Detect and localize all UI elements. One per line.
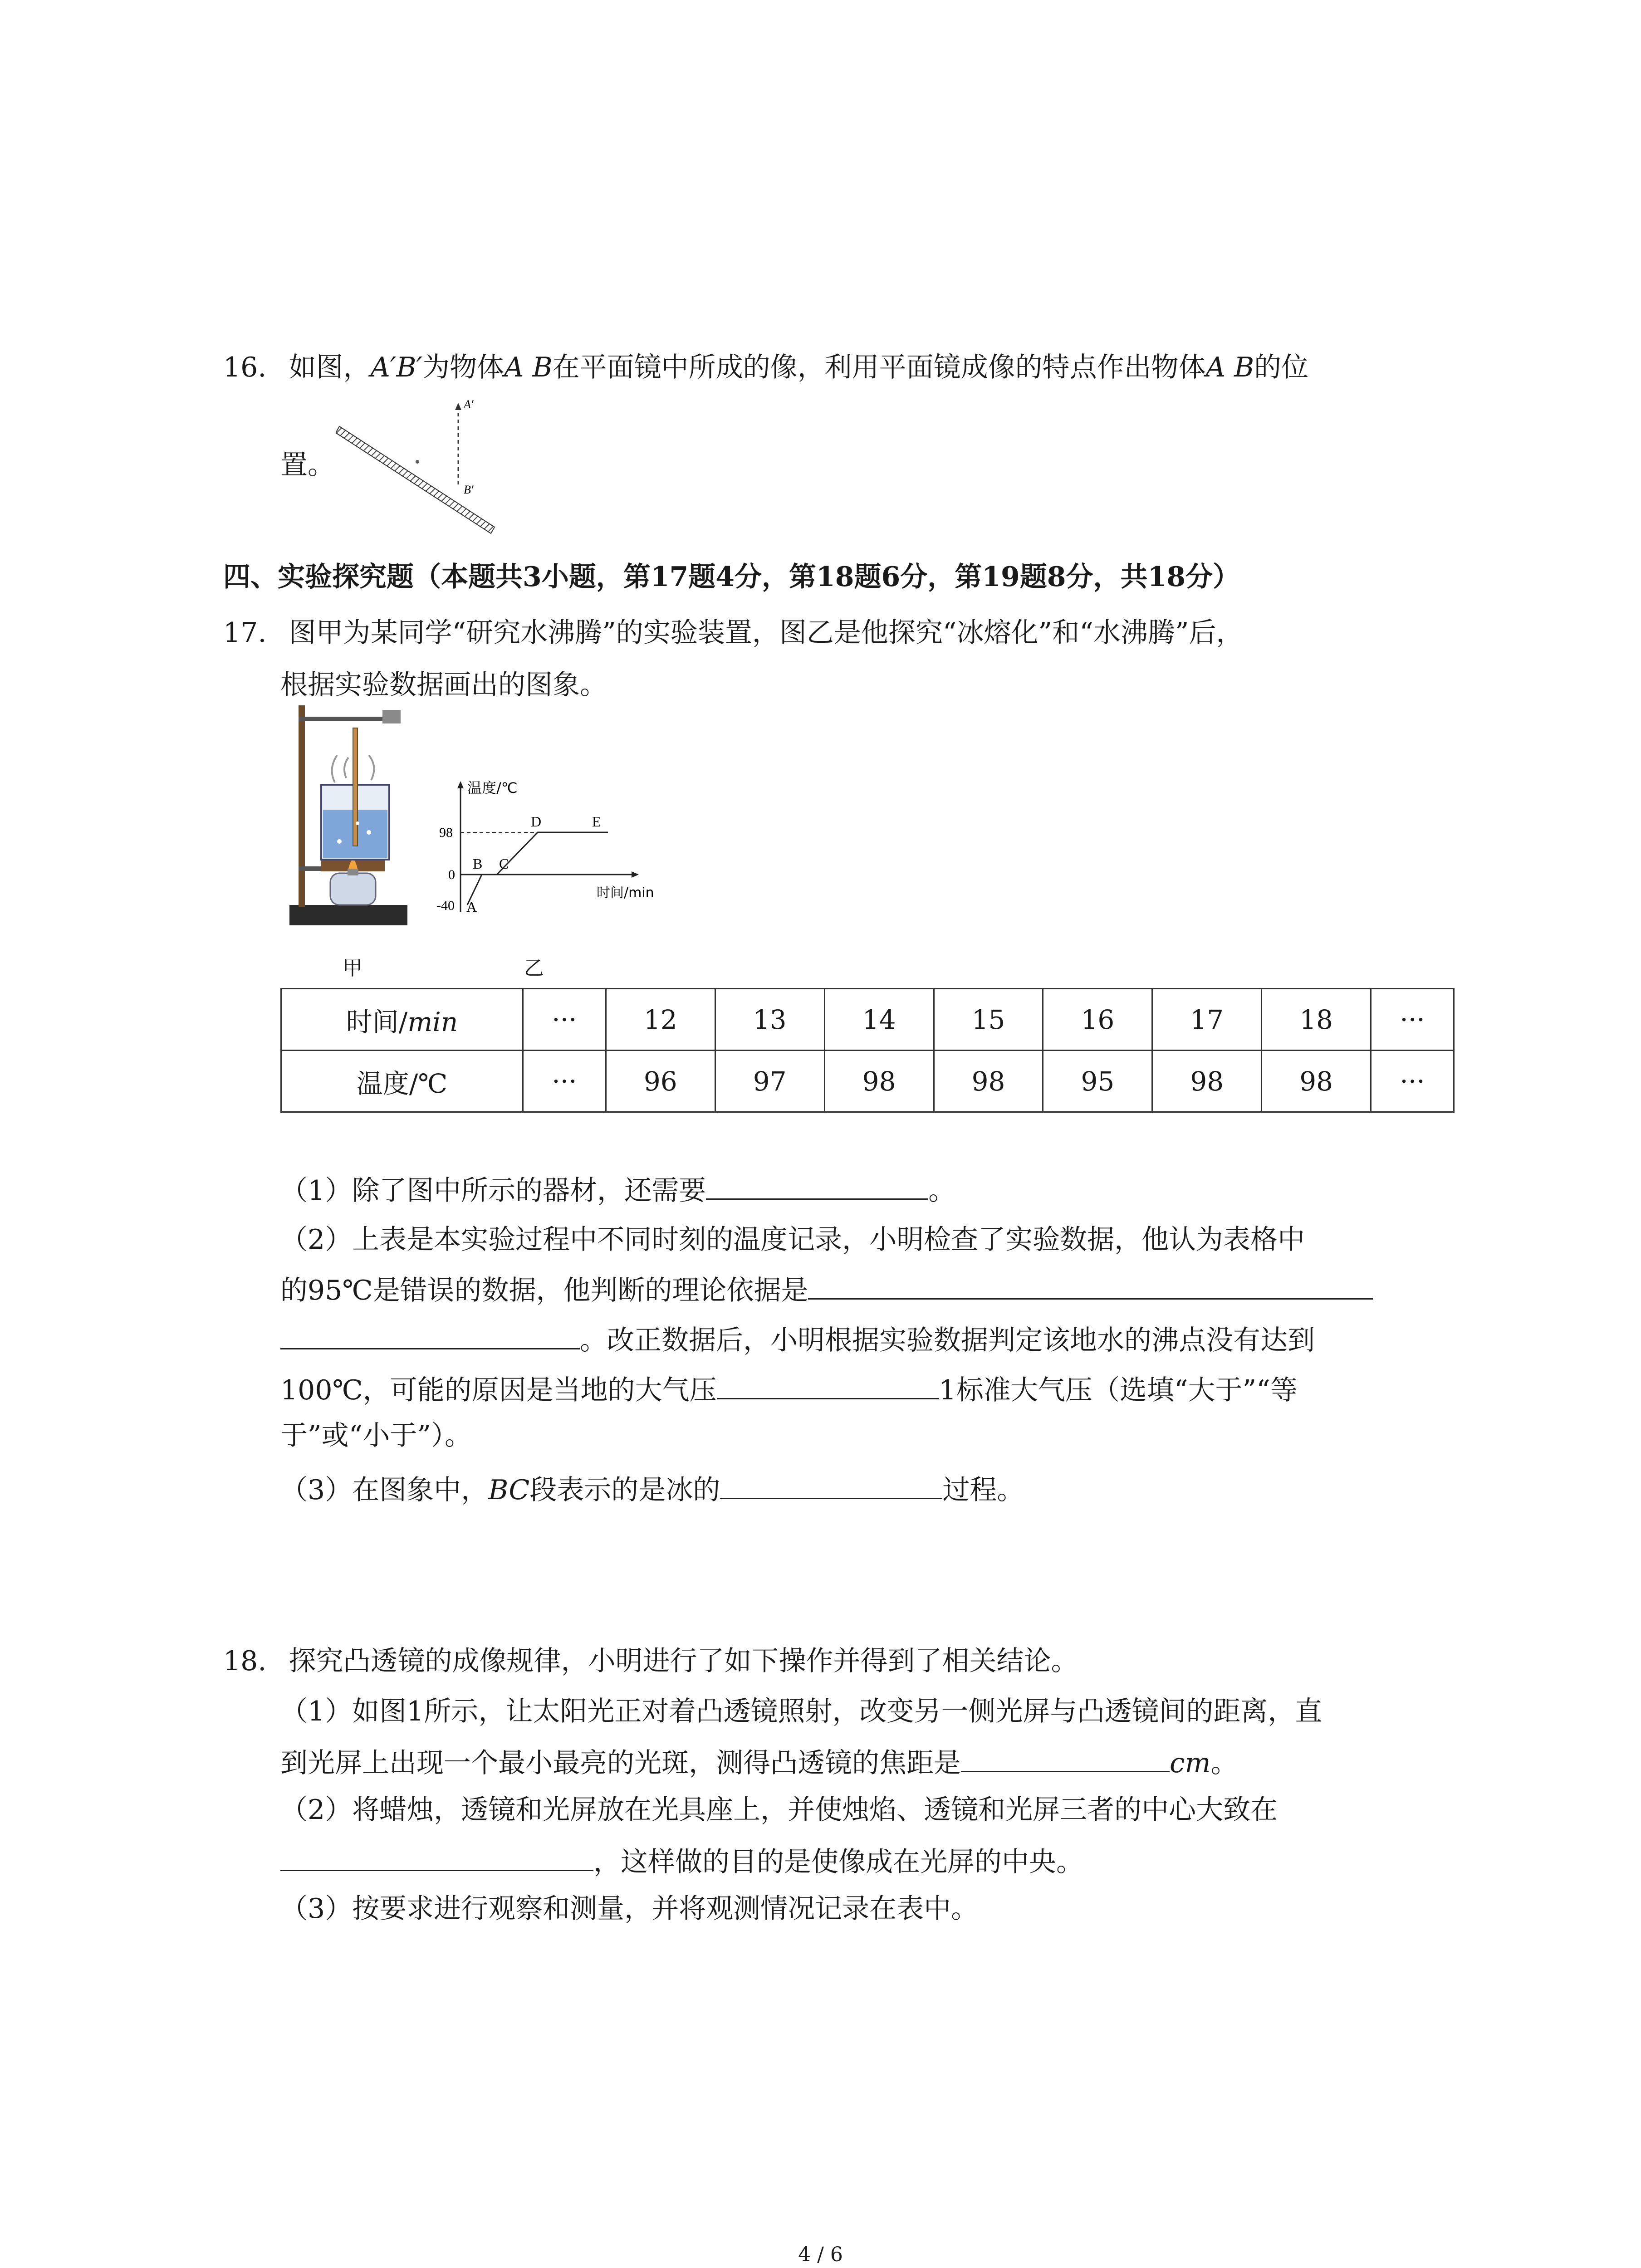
svg-text:A: A [466,899,477,915]
svg-text:D: D [531,813,542,830]
graph-curve [467,832,608,905]
answer-blank[interactable] [961,1743,1170,1772]
answer-blank[interactable] [280,1842,593,1871]
q17-number: 17. [223,617,267,649]
q17-part1: （1）除了图中所示的器材，还需要 。 [280,1170,955,1209]
q17-line2: 根据实验数据画出的图象。 [280,669,607,701]
q16-image-label: A′B′ [370,352,423,383]
mirror-shape [336,426,495,533]
graph-ylabel: 温度/℃ [467,779,518,797]
q16-mirror-figure [336,395,526,540]
answer-blank[interactable] [717,1370,939,1399]
q18-part2-line1: （2）将蜡烛，透镜和光屏放在光具座上，并使烛焰、透镜和光屏三者的中心大致在 [280,1794,1278,1826]
q17-line1: 17. 图甲为某同学“研究水沸腾”的实验装置，图乙是他探究“冰熔化”和“水沸腾”后， [223,617,1244,649]
q17-part2-line3: 。改正数据后，小明根据实验数据判定该地水的沸点没有达到 [280,1320,1315,1359]
q18-part2-line2: ，这样做的目的是使像成在光屏的中央。 [280,1842,1083,1880]
temperature-time-graph [417,776,690,925]
svg-text:C: C [499,855,509,872]
label-a-prime: A′ [464,398,474,411]
section4-title: 四、实验探究题（本题共3小题，第17题4分，第18题6分，第19题8分，共18分） [223,561,1240,593]
q18-part1-line1: （1）如图1所示，让太阳光正对着凸透镜照射，改变另一侧光屏与凸透镜间的距离，直 [280,1696,1323,1727]
q17-part2-line2: 的95℃是错误的数据，他判断的理论依据是 [280,1270,1373,1309]
answer-blank[interactable] [720,1470,942,1499]
q18-line1: 18. 探究凸透镜的成像规律，小明进行了如下操作并得到了相关结论。 [223,1645,1078,1677]
svg-text:B: B [473,855,483,872]
q17-part2-line1: （2）上表是本实验过程中不同时刻的温度记录，小明检查了实验数据，他认为表格中 [280,1224,1305,1256]
graph-xlabel: 时间/min [597,885,654,901]
q16-line1: 16. 如图，A′B′为物体A B在平面镜中所成的像，利用平面镜成像的特点作出物体A B的位 [223,352,1309,383]
q16-number: 16. [223,352,267,383]
q18-part1-line2: 到光屏上出现一个最小最亮的光斑，测得凸透镜的焦距是 cm。 [280,1743,1238,1781]
table-row: 时间/min ··· 12 13 14 15 16 17 18 ··· [281,989,1454,1051]
fig-label-jia: 甲 [343,957,362,980]
q18-part3: （3）按要求进行观察和测量，并将观测情况记录在表中。 [280,1893,979,1925]
answer-blank[interactable] [706,1170,928,1200]
svg-text:98: 98 [439,825,453,840]
boiling-apparatus-figure [280,705,416,932]
table-row: 温度/℃ ··· 96 97 98 98 95 98 98 ··· [281,1051,1454,1112]
q17-part2-line4: 100℃，可能的原因是当地的大气压 1标准大气压（选填“大于”“等 [280,1370,1298,1408]
answer-blank[interactable] [808,1270,1373,1300]
temperature-table [280,988,1455,1113]
svg-text:0: 0 [448,867,455,882]
svg-text:-40: -40 [436,898,455,913]
svg-text:E: E [592,813,601,830]
label-b-prime: B′ [464,483,474,496]
q17-part3: （3）在图象中，BC段表示的是冰的 过程。 [280,1470,1024,1508]
fig-label-yi: 乙 [524,957,544,980]
q17-part2-line5: 于”或“小于”）。 [280,1420,472,1452]
q16-line2: 置。 [280,449,335,481]
page-number: 4 / 6 [798,2243,843,2266]
q18-number: 18. [223,1645,267,1677]
answer-blank[interactable] [280,1320,580,1349]
